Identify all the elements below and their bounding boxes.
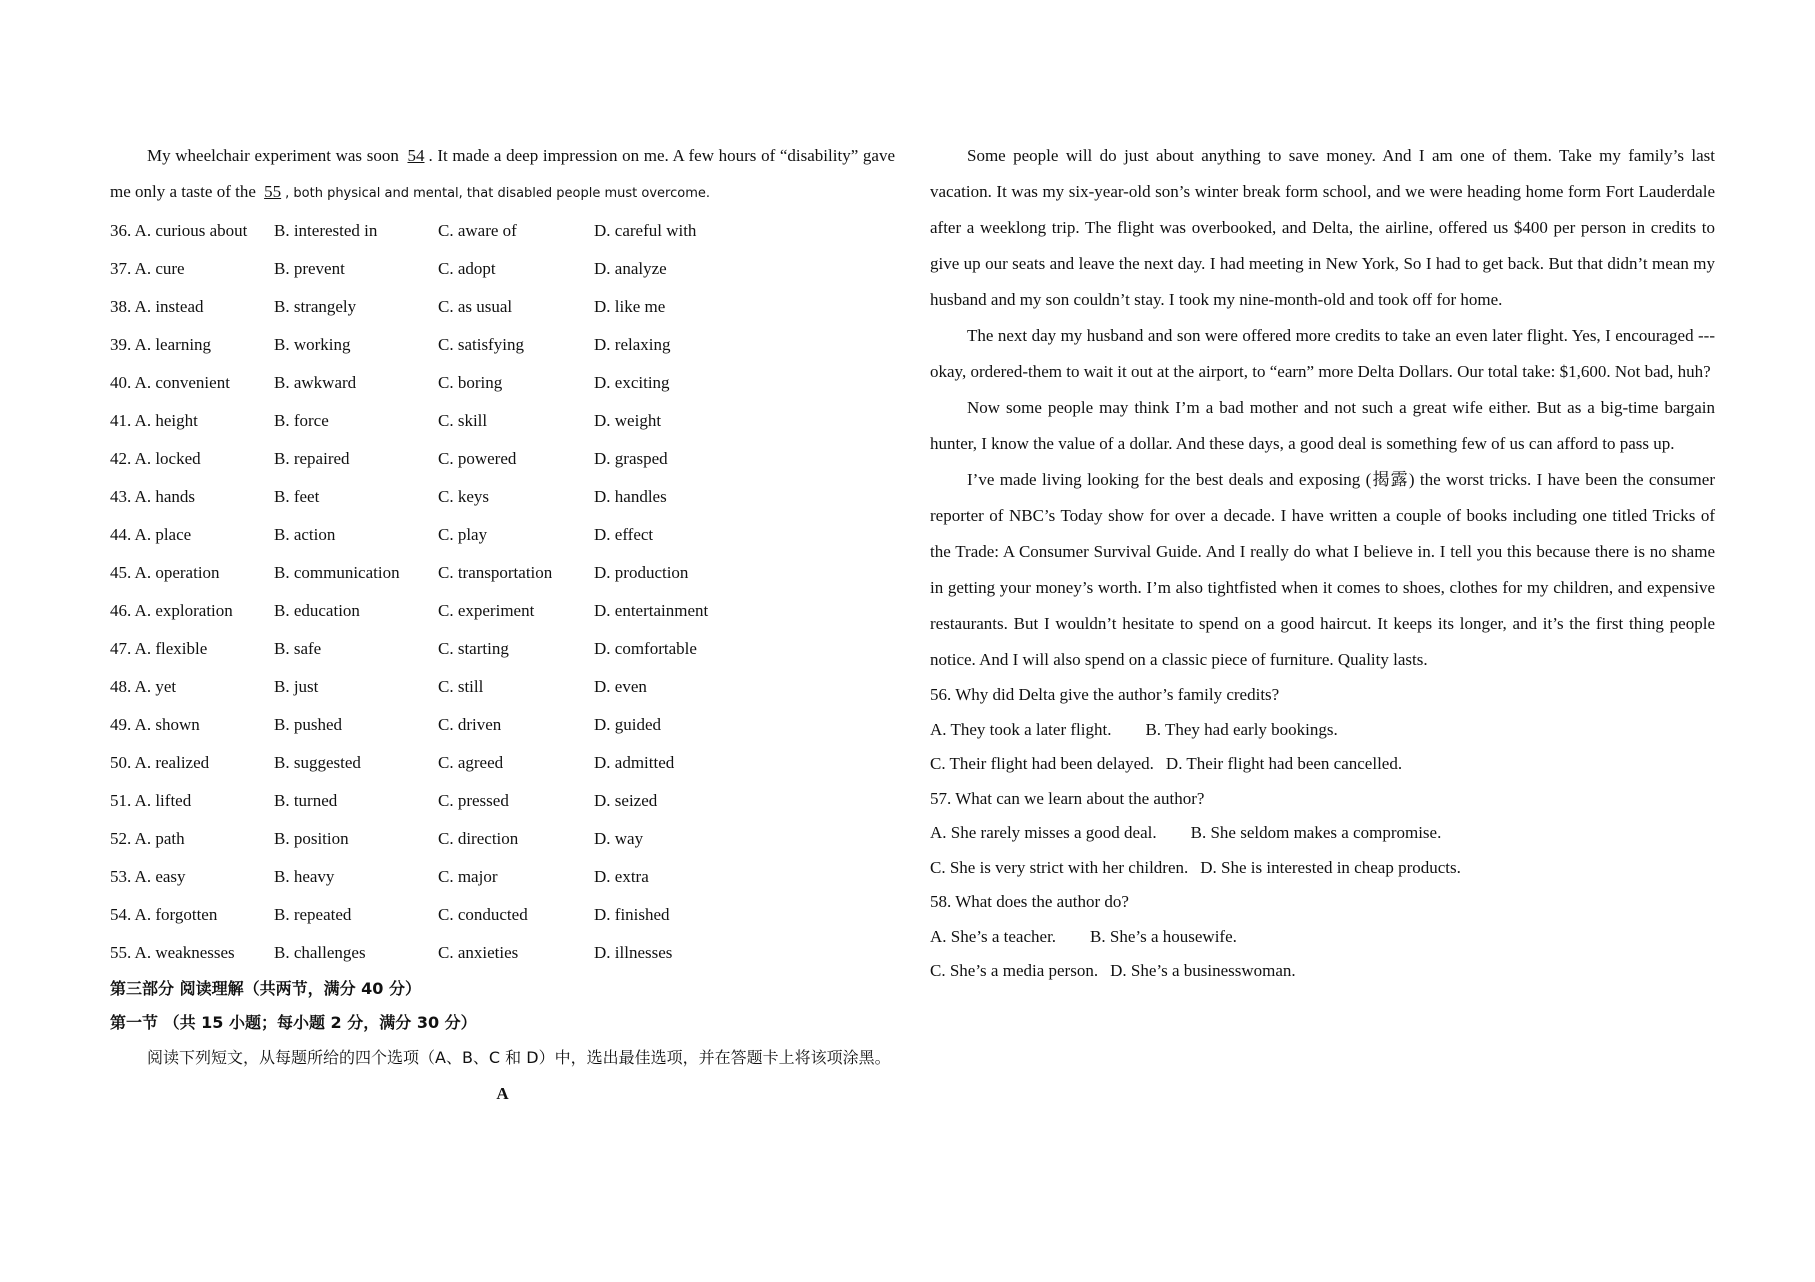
- option-a: 52. A. path: [110, 829, 185, 848]
- option-d: D. handles: [594, 487, 667, 506]
- option-b: B. They had early bookings.: [1145, 719, 1338, 739]
- option-c: C. She is very strict with her children.: [930, 857, 1189, 877]
- option-b: B. interested in: [274, 221, 378, 240]
- option-d: D. like me: [594, 297, 666, 316]
- option-c: C. direction: [438, 829, 519, 848]
- option-a: 48. A. yet: [110, 677, 177, 696]
- option-d: D. effect: [594, 525, 654, 544]
- option-row-52: [110, 820, 895, 858]
- option-c: C. boring: [438, 373, 503, 392]
- option-c: C. satisfying: [438, 335, 524, 354]
- option-b: B. pushed: [274, 715, 342, 734]
- option-row-51: [110, 782, 895, 820]
- option-row-47: [110, 630, 895, 668]
- option-c: C. as usual: [438, 297, 513, 316]
- question-56: [930, 678, 1715, 782]
- option-b: B. position: [274, 829, 349, 848]
- option-b: B. communication: [274, 563, 400, 582]
- blank-55: 55: [264, 182, 282, 201]
- option-a: 50. A. realized: [110, 753, 210, 772]
- option-b: B. education: [274, 601, 360, 620]
- option-a: 39. A. learning: [110, 335, 212, 354]
- option-d: D. Their flight had been cancelled.: [1165, 754, 1403, 773]
- option-c: C. still: [438, 677, 484, 696]
- passage-text: , both physical and mental, that disabled people must overcome.: [285, 186, 711, 201]
- option-row-49: [110, 706, 895, 744]
- question-57: [930, 782, 1715, 886]
- option-row-38: [110, 288, 895, 326]
- option-c: C. transportation: [438, 563, 553, 582]
- right-column: [930, 138, 1715, 989]
- option-d: D. relaxing: [594, 335, 671, 354]
- option-b: B. She seldom makes a compromise.: [1190, 823, 1442, 842]
- passage-paragraph-1: Some people will do just about anything to save money. And I am one of them. Take my family’s last vacation. It was my six-year-old son’s winter break form school, and we were heading home form Fort Lauderdale after a weeklong trip. The flight was overbooked, and Delta, the airline, offered us $400 per person in credits to give up our seats and leave the next day. I had meeting in New York, So I had to get back. But that didn’t mean my husband and my son couldn’t stay. I took my nine-month-old and took off for home.: [930, 146, 1715, 309]
- option-b: B. just: [274, 677, 319, 696]
- option-c: C. Their flight had been delayed.: [930, 754, 1154, 773]
- blank-54: 54: [407, 146, 425, 165]
- option-a: 44. A. place: [110, 525, 192, 544]
- passage-text: My wheelchair experiment was soon: [147, 146, 404, 165]
- option-b: B. heavy: [274, 867, 335, 886]
- option-c: C. starting: [438, 639, 509, 658]
- option-a: 47. A. flexible: [110, 639, 208, 658]
- option-b: B. safe: [274, 639, 322, 658]
- option-d: D. admitted: [594, 753, 675, 772]
- option-b: B. repaired: [274, 449, 350, 468]
- option-c: C. pressed: [438, 791, 509, 810]
- option-d: D. finished: [594, 905, 670, 924]
- option-b: B. action: [274, 525, 336, 544]
- option-c: C. driven: [438, 715, 502, 734]
- option-a: 53. A. easy: [110, 867, 186, 886]
- option-a: 37. A. cure: [110, 259, 185, 278]
- part3-heading: 第三部分 阅读理解（共两节，满分 40 分）: [110, 979, 421, 998]
- option-a: A. She’s a teacher.: [930, 926, 1057, 946]
- option-d: D. grasped: [594, 449, 668, 468]
- option-b: B. prevent: [274, 259, 345, 278]
- instructions: 阅读下列短文，从每题所给的四个选项（A、B、C 和 D）中，选出最佳选项，并在答题卡上将该项涂黑。: [147, 1048, 891, 1067]
- option-b: B. strangely: [274, 297, 357, 316]
- left-column: [110, 138, 895, 1112]
- option-c: C. major: [438, 867, 498, 886]
- option-b: B. challenges: [274, 943, 366, 962]
- option-d: D. illnesses: [594, 943, 673, 962]
- option-c: C. skill: [438, 411, 488, 430]
- passage-paragraph-4: I’ve made living looking for the best deals and exposing (揭露) the worst tricks. I have been the consumer reporter of NBC’s Today show for over a decade. I have written a couple of books including one titled Tricks of the Trade: A Consumer Survival Guide. And I really do what I believe in. I tell you this because there is no shame in getting your money’s worth. I’m also tightfisted when it comes to shoes, clothes for my children, and expensive restaurants. But I wouldn’t hesitate to spend on a good haircut. It keeps its longer, and it’s the first thing people notice. And I will also spend on a classic piece of furniture. Quality lasts.: [930, 470, 1715, 669]
- option-a: 40. A. convenient: [110, 373, 230, 392]
- option-row-55: [110, 934, 895, 972]
- option-d: D. production: [594, 563, 689, 582]
- question-options-row: [930, 747, 1715, 782]
- option-row-45: [110, 554, 895, 592]
- option-c: C. conducted: [438, 905, 528, 924]
- cloze-options-list: [110, 212, 895, 972]
- passage-text: . It made a deep impression on me. A few hours of “disability” gave me only a taste of the: [110, 146, 895, 201]
- option-a: A. She rarely misses a good deal.: [930, 823, 1157, 842]
- option-a: 38. A. instead: [110, 297, 204, 316]
- option-b: B. turned: [274, 791, 338, 810]
- option-c: C. agreed: [438, 753, 504, 772]
- option-row-43: [110, 478, 895, 516]
- option-a: 55. A. weaknesses: [110, 943, 235, 962]
- option-d: D. exciting: [594, 373, 670, 392]
- option-row-41: [110, 402, 895, 440]
- option-d: D. entertainment: [594, 601, 709, 620]
- option-row-44: [110, 516, 895, 554]
- option-d: D. She is interested in cheap products.: [1200, 857, 1461, 877]
- option-c: C. aware of: [438, 221, 517, 240]
- option-row-54: [110, 896, 895, 934]
- question-options-row: [930, 816, 1715, 851]
- passage-label: A: [496, 1084, 509, 1103]
- option-a: 54. A. forgotten: [110, 905, 218, 924]
- option-row-40: [110, 364, 895, 402]
- question-58: [930, 885, 1715, 989]
- option-a: 42. A. locked: [110, 449, 201, 468]
- option-c: C. anxieties: [438, 943, 519, 962]
- option-c: C. adopt: [438, 259, 496, 278]
- option-row-37: [110, 250, 895, 288]
- option-row-42: [110, 440, 895, 478]
- option-row-39: [110, 326, 895, 364]
- option-row-46: [110, 592, 895, 630]
- option-a: 45. A. operation: [110, 563, 220, 582]
- option-b: B. feet: [274, 487, 320, 506]
- option-a: 43. A. hands: [110, 487, 195, 506]
- option-d: D. careful with: [594, 221, 697, 240]
- option-d: D. weight: [594, 411, 662, 430]
- option-d: D. comfortable: [594, 639, 697, 658]
- option-c: C. powered: [438, 449, 517, 468]
- section1-heading: 第一节 （共 15 小题；每小题 2 分，满分 30 分）: [110, 1013, 477, 1032]
- option-a: A. They took a later flight.: [930, 719, 1112, 739]
- option-a: 51. A. lifted: [110, 791, 192, 810]
- option-d: D. extra: [594, 867, 649, 886]
- option-a: 46. A. exploration: [110, 601, 233, 620]
- option-b: B. She’s a housewife.: [1090, 926, 1237, 946]
- question-options-row: [930, 713, 1715, 748]
- option-d: D. seized: [594, 791, 658, 810]
- option-row-36: [110, 212, 895, 250]
- question-options-row: [930, 851, 1715, 886]
- option-row-48: [110, 668, 895, 706]
- question-stem: 58. What does the author do?: [930, 892, 1129, 911]
- passage-paragraph-2: The next day my husband and son were offered more credits to take an even later flight. Yes, I encouraged --- okay, ordered-them to wait it out at the airport, to “earn” more Delta Dollars. Our total take: $1,600. Not bad, huh?: [930, 326, 1715, 381]
- option-b: B. awkward: [274, 373, 357, 392]
- option-c: C. play: [438, 525, 488, 544]
- option-row-50: [110, 744, 895, 782]
- option-d: D. analyze: [594, 259, 667, 278]
- question-options-row: [930, 954, 1715, 989]
- question-stem: 57. What can we learn about the author?: [930, 788, 1205, 808]
- option-a: 49. A. shown: [110, 715, 200, 734]
- option-c: C. experiment: [438, 601, 535, 620]
- passage-paragraph-3: Now some people may think I’m a bad mother and not such a great wife either. But as a big-time bargain hunter, I know the value of a dollar. And these days, a good deal is something few of us can afford to pass up.: [930, 398, 1715, 453]
- option-b: B. repeated: [274, 905, 352, 924]
- option-c: C. She’s a media person.: [930, 961, 1099, 980]
- question-options-row: [930, 920, 1715, 955]
- option-b: B. suggested: [274, 753, 361, 772]
- option-d: D. guided: [594, 715, 662, 734]
- option-c: C. keys: [438, 487, 489, 506]
- cloze-passage-ending: [110, 138, 895, 212]
- option-d: D. even: [594, 677, 647, 696]
- question-stem: 56. Why did Delta give the author’s family credits?: [930, 685, 1280, 704]
- option-b: B. force: [274, 411, 329, 430]
- option-d: D. way: [594, 829, 644, 848]
- option-a: 41. A. height: [110, 411, 198, 430]
- option-a: 36. A. curious about: [110, 221, 248, 240]
- option-b: B. working: [274, 335, 351, 354]
- option-row-53: [110, 858, 895, 896]
- option-d: D. She’s a businesswoman.: [1110, 961, 1296, 980]
